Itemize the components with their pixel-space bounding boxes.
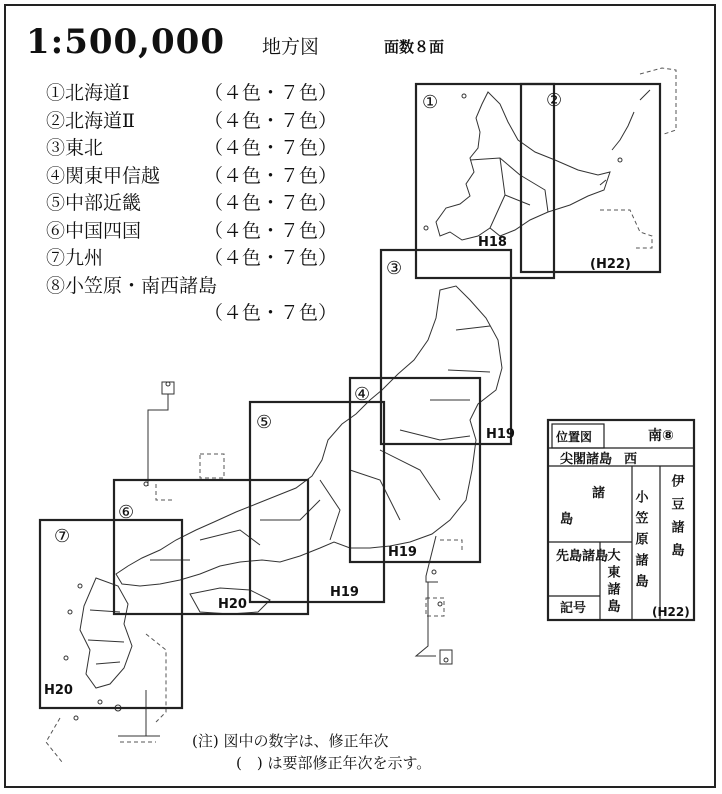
sheet-number: ⑤: [256, 412, 273, 433]
footnote: [192, 730, 431, 774]
inset-west-label: 西: [624, 452, 638, 467]
sheet-count: 面数８面: [384, 38, 445, 56]
legend-sheet-colors: （４色・７色）: [204, 82, 338, 104]
inset-senkaku-label: 尖閣諸島: [560, 452, 613, 467]
legend-sheet-colors: （４色・７色）: [204, 109, 338, 132]
legend-sheet-colors: （４色・７色）: [204, 192, 338, 214]
izu-extension: [440, 540, 462, 552]
sheet-year: (H22): [590, 257, 631, 272]
legend-sheet-colors: （４色・７色）: [204, 164, 338, 187]
legend-sheet-name: ⑤中部近畿: [46, 192, 142, 214]
island: [166, 382, 170, 386]
footnote-line: ( ) は要部修正年次を示す。: [236, 754, 432, 772]
northern-islands: [600, 90, 650, 185]
inset-location-map-label: 位置図: [556, 430, 593, 444]
islands-extension: [156, 484, 172, 500]
legend-sheet-colors: （４色・７色）: [204, 219, 338, 242]
leader-line: [162, 382, 174, 394]
sheet-year: H20: [44, 683, 73, 698]
legend-sheet-name: ④関東甲信越: [46, 164, 161, 187]
island: [64, 656, 68, 660]
inset-izu-label: 伊豆諸島: [668, 474, 684, 566]
legend-sheet-name: ⑦九州: [46, 247, 104, 269]
sheet-frame-3: [381, 250, 511, 444]
sheet-number: ①: [422, 92, 439, 113]
inset-sheet-8: [548, 420, 694, 620]
inset-shoto-char: 諸: [592, 486, 606, 501]
sheet-number: ④: [354, 384, 371, 405]
leader-line: [416, 536, 438, 656]
inset-shoto-char: 島: [560, 512, 574, 527]
legend-sheet-colors: （４色・７色）: [204, 302, 338, 324]
island: [68, 610, 72, 614]
extension-lines: [46, 68, 676, 762]
sheet-number: ②: [546, 90, 563, 111]
sheet-frame-2: [521, 84, 660, 272]
hokkaido-outline: [436, 92, 610, 240]
kyushu-subdivisions: [88, 610, 124, 664]
sheet-year: H19: [388, 545, 417, 560]
legend-sheet-colors: （４色・７色）: [204, 247, 338, 269]
inset-sakishima-label: 先島諸島: [556, 549, 609, 564]
island: [432, 570, 436, 574]
inset-legend-label: 記号: [560, 601, 587, 616]
sheet-year: H19: [486, 427, 515, 442]
inset-daito-label: 大東諸島: [604, 548, 620, 616]
sheet-year: H19: [330, 585, 359, 600]
island: [98, 700, 102, 704]
legend-sheet-name: ⑥中国四国: [46, 219, 142, 242]
sheet-number: ⑦: [54, 526, 71, 547]
sheet-frame-4: [350, 378, 480, 562]
kuril-extension: [640, 68, 676, 134]
inset-labels: [555, 427, 690, 619]
oki-extension: [200, 454, 224, 478]
sheet-number: ⑥: [118, 502, 135, 523]
kuril-extension: [600, 210, 652, 248]
izu-extension: [426, 598, 444, 616]
island: [618, 158, 622, 162]
legend-sheet-name: ⑧小笠原・南西諸島: [46, 274, 218, 297]
inset-year-label: (H22): [652, 605, 690, 619]
legend-sheet-name: ③東北: [46, 137, 104, 159]
sheet-year: H18: [478, 235, 507, 250]
legend-sheet-name: ②北海道Ⅱ: [46, 109, 135, 132]
inset-ogasawara-label: 小笠原諸島: [632, 490, 648, 595]
sheet-number: ③: [386, 258, 403, 279]
island: [424, 226, 428, 230]
map-scale-title: 1:500,000: [26, 22, 225, 62]
legend-sheet-colors: （４色・７色）: [204, 137, 338, 159]
island: [444, 658, 448, 662]
kyushu-outline: [80, 578, 132, 688]
island: [438, 602, 442, 606]
sheet-labels: [44, 90, 631, 698]
legend-sheet-name: ①北海道Ⅰ: [46, 82, 130, 104]
leader-line: [148, 394, 168, 486]
footnote-line: (注) 図中の数字は、修正年次: [192, 732, 389, 750]
island: [144, 482, 148, 486]
inset-south-label: 南⑧: [648, 428, 674, 444]
sheet-frame-6: [114, 480, 308, 614]
sheet-year: H20: [218, 597, 247, 612]
island: [462, 94, 466, 98]
leader-line: [118, 690, 160, 736]
island: [78, 584, 82, 588]
map-series-subtitle: 地方図: [262, 36, 320, 58]
nansei-extension: [46, 634, 166, 762]
island: [74, 716, 78, 720]
land-outlines: [64, 90, 650, 720]
